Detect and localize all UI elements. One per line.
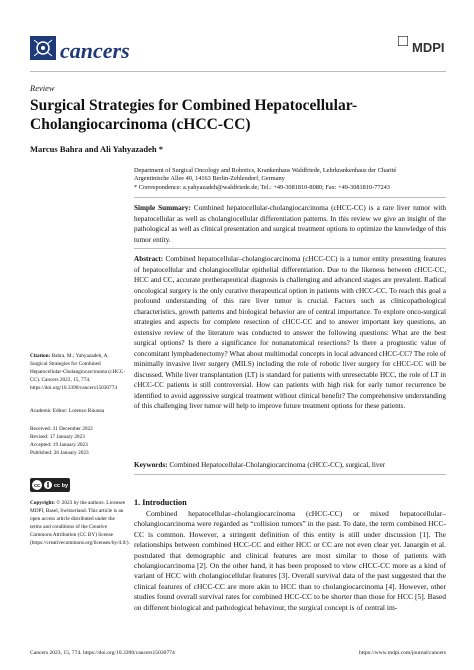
keywords-heading: Keywords: bbox=[134, 461, 168, 469]
copyright-heading: Copyright: bbox=[30, 500, 56, 506]
published-date: Published: 26 January 2023 bbox=[30, 450, 89, 456]
journal-logo-icon bbox=[30, 36, 56, 60]
citation-heading: Citation: bbox=[30, 353, 51, 359]
publisher-logo: MDPI bbox=[412, 40, 445, 55]
cc-label: cc by bbox=[53, 483, 69, 489]
article-type: Review bbox=[30, 83, 55, 93]
abstract-heading: Abstract: bbox=[134, 255, 164, 263]
copyright-text: © 2023 by the authors. Licensee MDPI, Basel, Switzerland. This article is an open access article distributed under the terms and conditions of the Creative Commons Attribution (CC BY) license (https://creativecommons.org/licenses/by/4.0/). bbox=[30, 500, 130, 546]
footer-journal-link[interactable]: https://www.mdpi.com/journal/cancers bbox=[359, 650, 446, 656]
abstract-text: Combined hepatocellular–cholangiocarcinoma (cHCC-CC) is a tumor entity presenting features of hepatocellular and cholangiocellular epithelial differentiation. Due to the likeness between cHCC-CC, HCC and CC, accurate pretherapeutical diagnosis is challenging and advanced stages are prevalent. Radical oncological surgery is the only curative therapeutical option in patients with cHCC-CC. To reach this goal a profound understanding of this rare liver tumor is crucial. Factors such as clinicopathological characteristics, growth patterns and biological behavior are of central importance. To explore onco-surgical strategies and aspects for complete resection of cHCC-CC and to answer important key questions, an extensive review of the literature was conducted to answer the following questions: What are the best surgical options? Is there a significance for nonanatomical resections? Is there a prognostic value of concomitant lymphadenectomy? What about multimodal concepts in local advanced cHCC-CC? The role of minimally invasive liver surgery (MILS) including the role of robotic liver surgery for cHCC-CC will be discussed. While liver transplantation (LT) is standard for patients with unresectable HCC, the role of LT in cHCC-CC patients is still controversial. How can patients with high risk for early tumor recurrence be identified to avoid aggressive surgical treatment without clinical benefit? The comprehensive understanding of this challenging liver tumor will help to improve future treatment options for these patients. bbox=[134, 255, 447, 410]
abstract bbox=[134, 254, 446, 412]
cc-license-icon[interactable] bbox=[30, 478, 70, 492]
affiliation bbox=[134, 167, 454, 192]
footer-citation[interactable]: Cancers 2023, 15, 774. https://doi.org/10.3390/cancers15030774 bbox=[30, 650, 175, 656]
simple-summary bbox=[134, 203, 446, 245]
revised-date: Revised: 17 January 2023 bbox=[30, 434, 85, 440]
copyright-block bbox=[30, 499, 130, 547]
citation-block bbox=[30, 352, 126, 392]
divider bbox=[134, 197, 446, 198]
keywords-text: Combined Hepatocellular-Cholangiocarcinoma (cHCC-CC), surgical, liver bbox=[169, 461, 386, 469]
publication-dates bbox=[30, 425, 126, 457]
simple-summary-text: Combined hepatocellular-cholangiocarcinoma (cHCC-CC) is a rare liver tumor with hepatocellular as well as cholangiocellular differentiation patterns. In this review we give an insight of the pathological as well as clinical presentation and surgical treatment options to optimize the knowledge of this tumor entity. bbox=[134, 204, 447, 244]
article-title: Surgical Strategies for Combined Hepatocellular-Cholangiocarcinoma (cHCC-CC) bbox=[30, 97, 358, 133]
correspondence-line: * Correspondence: a.yahyazadeh@waldfriede.de; Tel.: +49-3081810-8080; Fax: +49-3081810-77243 bbox=[134, 183, 390, 191]
received-date: Received: 31 December 2022 bbox=[30, 426, 93, 432]
citation-text[interactable]: Bahra, M.; Yahyazadeh, A. Surgical Strategies for Combined Hepatocellular-Cholangiocarcinoma (cHCC-CC). Cancers 2023, 15, 774. https://doi.org/10.3390/cancers15030774 bbox=[30, 353, 126, 391]
header-divider bbox=[30, 71, 446, 72]
journal-name: cancers bbox=[60, 38, 130, 63]
affiliation-line: Department of Surgical Oncology and Robotics, Krankenhaus Waldfriede, Lehrkrankenhaus der Charité bbox=[134, 167, 397, 174]
introduction-text: Combined hepatocellular–cholangiocarcinoma (cHCC-CC) or mixed hepatocellular–cholangiocarcinoma were regarded as “collision tumors” in the past. To date, the term combined HCC-CC is common. However, a stringent definition of this entity is still under discussion [1]. The relationships between combined HCC-CC and either HCC or CC are not even clear yet. Janargin et al. postulated that demographic and clinical features are most similar to those of patients with cholangiocarcinoma [2]. On the other hand, it has been proposed to view cHCC-CC more as a kind of variant of HCC with cholangiocellular features [3]. Overall survival data of the past suggested that the clinical features of cHCC-CC are more akin to HCC than to cholangiocarcinoma [4]. However, other studies found overall survival rates for combined HCC-CC to be shorter than those for HCC [5]. Based on different biological and pathological behaviour, the surgical concept is of central im- bbox=[134, 509, 446, 612]
author-list: Marcus Bahra and Ali Yahyazadeh * bbox=[30, 144, 163, 154]
accepted-date: Accepted: 19 January 2023 bbox=[30, 442, 88, 448]
divider bbox=[134, 474, 446, 475]
affiliation-line: Argentinische Allee 40, 14163 Berlin-Zehlendorf, Germany bbox=[134, 175, 285, 183]
divider bbox=[134, 248, 446, 249]
simple-summary-heading: Simple Summary: bbox=[134, 204, 191, 212]
mdpi-logo-icon bbox=[398, 36, 408, 46]
keywords bbox=[134, 460, 446, 471]
svg-text:cc: cc bbox=[33, 483, 41, 489]
section-heading: 1. Introduction bbox=[134, 498, 187, 507]
academic-editor: Academic Editor: Lorenzo Rinassa bbox=[30, 408, 105, 414]
